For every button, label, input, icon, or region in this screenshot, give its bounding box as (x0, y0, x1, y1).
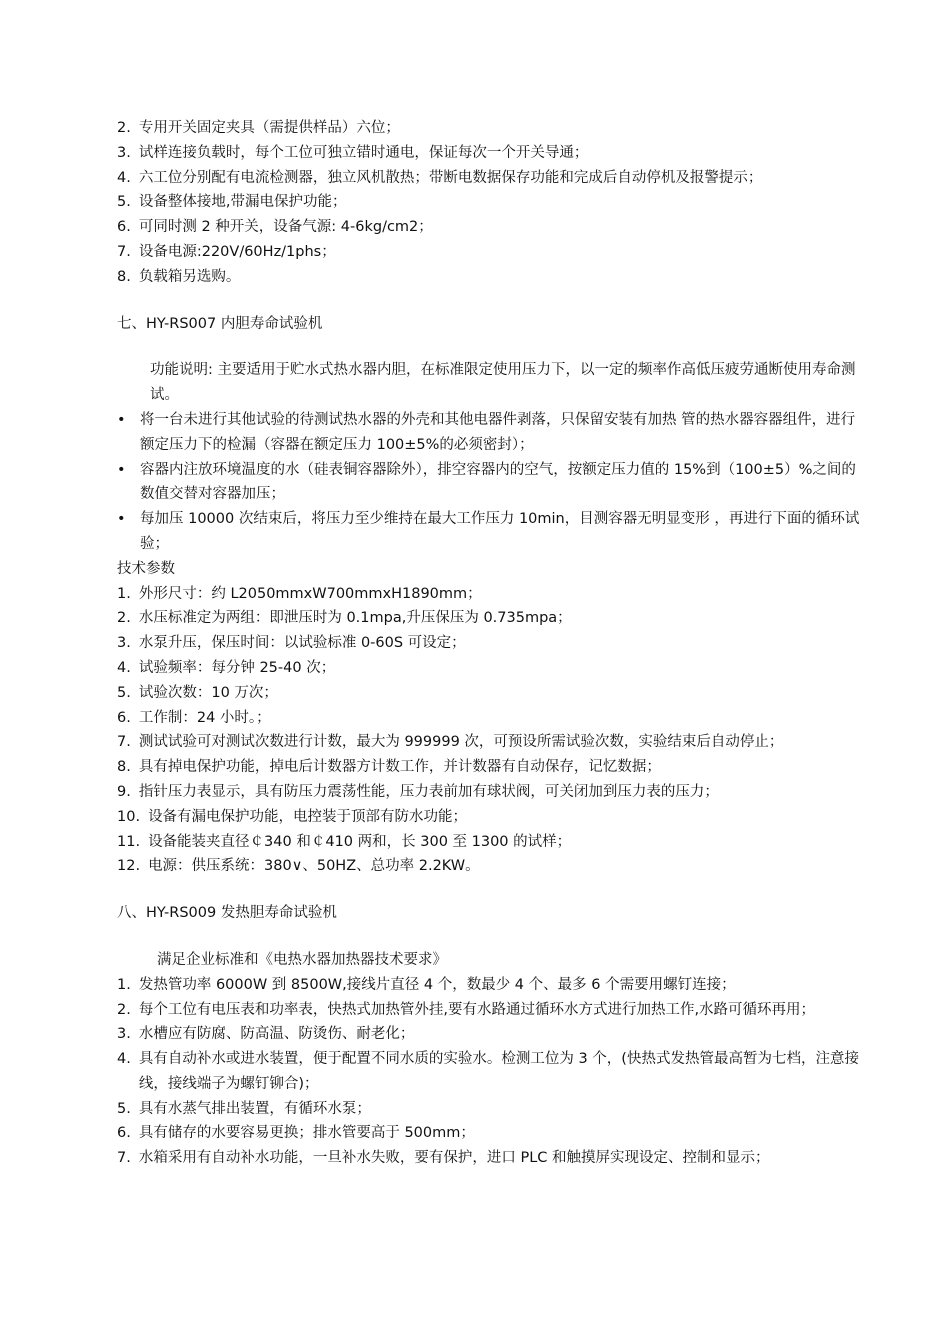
bullet-icon: • (117, 511, 126, 528)
list-item (117, 681, 867, 706)
list-item (117, 1121, 867, 1146)
list-item (117, 656, 867, 681)
item-text: 专用开关固定夹具（需提供样品）六位； (138, 120, 400, 136)
item-text: 设备有漏电保护功能，电控装于顶部有防水功能； (148, 808, 468, 825)
item-text: 具有水蒸气排出装置，有循环水泵； (138, 1100, 371, 1117)
item-number: 10. (117, 808, 141, 825)
item-text: 水箱采用有自动补水功能，一旦补水失败，要有保护，进口 PLC 和触摸屏实现设定、控制和显示； (138, 1150, 770, 1167)
list-item (117, 706, 867, 731)
item-text: 试验频率：每分钟 25-40 次； (138, 659, 336, 676)
item-number: 6. (117, 709, 131, 726)
list-item (117, 1146, 867, 1171)
section-8-items (117, 973, 867, 1171)
item-number: 2. (117, 120, 131, 136)
item-text: 具有自动补水或进水装置，便于配置不同水质的实验水。检测工位为 3 个，(快热式发热管最高暂为七档，注意接线，接线端子为螺钉铆合)； (138, 1051, 859, 1092)
item-number: 5. (117, 1100, 131, 1117)
item-number: 3. (117, 144, 131, 161)
item-text: 指针压力表显示，具有防压力震荡性能，压力表前加有球状阀，可关闭加到压力表的压力； (138, 783, 719, 800)
item-text: 试样连接负载时，每个工位可独立错时通电，保证每次一个开关导通； (138, 144, 589, 161)
item-number: 2. (117, 1001, 131, 1018)
item-number: 4. (117, 169, 131, 186)
list-item (117, 854, 867, 879)
item-number: 7. (117, 734, 131, 751)
item-number: 5. (117, 684, 131, 701)
section-7-heading: 七、HY-RS007 内胆寿命试验机 (117, 315, 323, 332)
item-text: 电源：供压系统：380∨、50HZ、总功率 2.2KW。 (148, 858, 480, 875)
list-item (117, 730, 867, 755)
bullet-item (117, 408, 867, 458)
item-text: 发热管功率 6000W 到 8500W,接线片直径 4 个，数最少 4 个、最多 6 个需要用螺钉连接； (138, 976, 736, 993)
item-text: 工作制：24 小时。； (138, 709, 271, 726)
item-text: 六工位分别配有电流检测器，独立风机散热；带断电数据保存功能和完成后自动停机及报警提示； (138, 169, 763, 186)
section-7-params-title: 技术参数 (117, 560, 175, 577)
list-a (117, 116, 867, 290)
list-item (117, 1022, 867, 1047)
list-item (117, 1047, 867, 1097)
list-item (117, 606, 867, 631)
item-text: 每个工位有电压表和功率表，快热式加热管外挂,要有水路通过循环水方式进行加热工作,水路可循环再用； (138, 1001, 816, 1018)
document-content (117, 116, 867, 1171)
item-text: 试验次数：10 万次； (138, 684, 278, 701)
item-number: 5. (117, 194, 131, 211)
item-number: 1. (117, 585, 131, 602)
bullet-icon: • (117, 461, 126, 478)
item-text: 负载箱另选购。 (138, 268, 241, 285)
item-number: 8. (117, 759, 131, 776)
list-item (117, 582, 867, 607)
list-item (117, 190, 867, 215)
item-number: 4. (117, 1051, 131, 1068)
list-item (117, 631, 867, 656)
item-text: 水泵升压，保压时间：以试验标准 0-60S 可设定； (138, 635, 466, 652)
section-7-bullets (117, 408, 867, 557)
section-8-intro: 满足企业标准和《电热水器加热器技术要求》 (157, 951, 447, 968)
item-number: 11. (117, 833, 141, 850)
item-number: 7. (117, 1150, 131, 1167)
section-7-function-desc: 功能说明: 主要适用于贮水式热水器内胆，在标准限定使用压力下，以一定的频率作高低压疲劳通断使用寿命测试。 (150, 362, 856, 404)
item-text: 设备整体接地,带漏电保护功能； (138, 194, 347, 211)
item-number: 1. (117, 976, 131, 993)
list-item (117, 780, 867, 805)
item-text: 水压标准定为两组：即泄压时为 0.1mpa,升压保压为 0.735mpa； (138, 610, 572, 627)
item-text: 外形尺寸：约 L2050mmxW700mmxH1890mm； (138, 585, 482, 602)
list-item (117, 215, 867, 240)
list-item (117, 141, 867, 166)
list-item (117, 116, 867, 141)
bullet-text: 将一台未进行其他试验的待测试热水器的外壳和其他电器件剥落，只保留安装有加热 管的热水器容器组件，进行额定压力下的检漏（容器在额定压力 100±5%的必须密封）； (140, 411, 856, 453)
section-8-heading: 八、HY-RS009 发热胆寿命试验机 (117, 905, 337, 922)
item-number: 6. (117, 219, 131, 236)
list-item (117, 265, 867, 290)
bullet-text: 容器内注放环境温度的水（硅表铜容器除外），排空容器内的空气，按额定压力值的 15%到（100±5）%之间的数值交替对容器加压； (140, 461, 856, 503)
item-text: 设备电源:220V/60Hz/1phs； (138, 243, 336, 260)
item-number: 3. (117, 1026, 131, 1043)
section-7-params (117, 582, 867, 880)
item-number: 7. (117, 243, 131, 260)
list-item (117, 240, 867, 265)
item-text: 可同时测 2 种开关，设备气源: 4-6kg/cm2； (138, 219, 433, 236)
item-text: 设备能装夹直径￠340 和￠410 两和，长 300 至 1300 的试样； (148, 833, 572, 850)
item-number: 2. (117, 610, 131, 627)
item-text: 具有储存的水要容易更换；排水管要高于 500mm； (138, 1125, 475, 1142)
item-text: 具有掉电保护功能，掉电后计数器方计数工作，并计数器有自动保存，记忆数据； (138, 759, 661, 776)
list-item (117, 805, 867, 830)
list-item (117, 973, 867, 998)
item-number: 6. (117, 1125, 131, 1142)
item-text: 测试试验可对测试次数进行计数，最大为 999999 次，可预设所需试验次数，实验结束后自动停止； (138, 734, 784, 751)
list-item (117, 166, 867, 191)
item-number: 3. (117, 635, 131, 652)
bullet-item (117, 458, 867, 508)
list-item (117, 1097, 867, 1122)
item-number: 12. (117, 858, 141, 875)
list-item (117, 998, 867, 1023)
item-number: 8. (117, 268, 131, 285)
item-number: 9. (117, 783, 131, 800)
list-item (117, 830, 867, 855)
list-item (117, 755, 867, 780)
item-text: 水槽应有防腐、防高温、防烫伤、耐老化； (138, 1026, 415, 1043)
bullet-text: 每加压 10000 次结束后，将压力至少维持在最大工作压力 10min，目测容器无明显变形 ，再进行下面的循环试验； (140, 511, 860, 552)
bullet-item (117, 507, 867, 557)
item-number: 4. (117, 659, 131, 676)
bullet-icon: • (117, 411, 126, 428)
